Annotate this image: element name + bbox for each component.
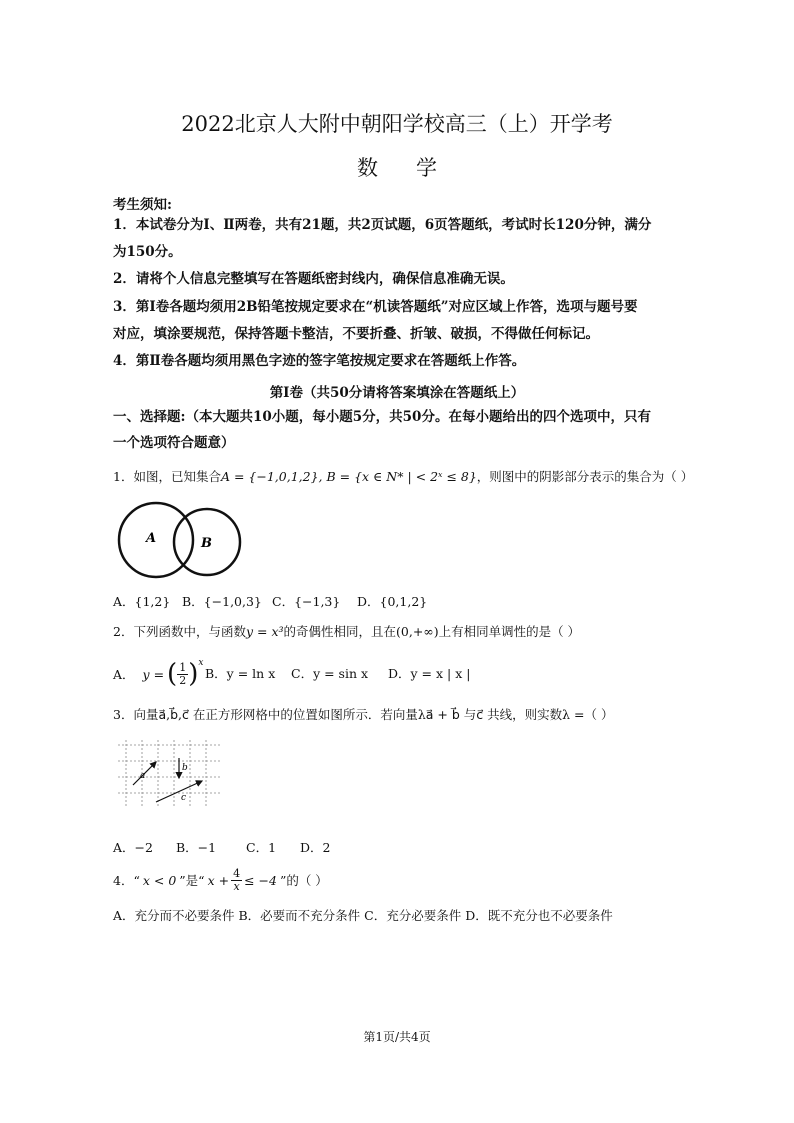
question-2-option-a[interactable] bbox=[113, 656, 203, 692]
exam-title: 2022北京人大附中朝阳学校高三（上）开学考 bbox=[181, 112, 613, 136]
question-2-math: y = x³ bbox=[245, 624, 284, 639]
fraction-denominator: x bbox=[233, 879, 240, 893]
part-heading-line-1: 一、选择题:（本大题共10小题，每小题5分，共50分。在每小题给出的四个选项中，只有 bbox=[113, 409, 651, 425]
left-paren: ( bbox=[167, 659, 178, 689]
question-3-option-c[interactable]: C．1 bbox=[246, 840, 277, 855]
question-3-option-a[interactable]: A．−2 bbox=[113, 840, 153, 855]
vector-c-label: c bbox=[181, 793, 187, 803]
instructions-heading: 考生须知: bbox=[113, 197, 172, 213]
question-4-text-a: 4．“ bbox=[113, 873, 140, 888]
instruction-line-1: 1．本试卷分为Ⅰ、Ⅱ两卷，共有21题，共2页试题，6页答题纸，考试时长120分钟，满分 bbox=[113, 217, 652, 233]
question-1-option-a[interactable]: A．{1,2} bbox=[113, 594, 171, 609]
venn-label-b: B bbox=[201, 536, 212, 551]
instruction-line-6: 4．第Ⅱ卷各题均须用黑色字迹的签字笔按规定要求在答题纸上作答。 bbox=[113, 353, 526, 369]
exponent: x bbox=[198, 658, 204, 668]
page-number: 第1页/共4页 bbox=[363, 1030, 431, 1044]
instruction-line-5: 对应，填涂要规范，保持答题卡整洁，不要折叠、折皱、破损，不得做任何标记。 bbox=[113, 326, 599, 342]
venn-label-a: A bbox=[146, 531, 157, 546]
venn-diagram bbox=[108, 500, 248, 582]
question-1-option-b[interactable]: B．{−1,0,3} bbox=[182, 594, 262, 609]
vector-c-arrow bbox=[156, 781, 202, 802]
right-paren: ) bbox=[188, 659, 199, 689]
instruction-line-3: 2．请将个人信息完整填写在答题纸密封线内，确保信息准确无误。 bbox=[113, 271, 514, 287]
question-3-stem: 3．向量a⃗,b⃗,c⃗ 在正方形网格中的位置如图所示．若向量λa⃗ + b⃗ 与c⃗ 共线，则实数λ =（ ） bbox=[113, 707, 614, 722]
question-4-text-c: ”的（ ） bbox=[279, 873, 328, 888]
instruction-line-4: 3．第Ⅰ卷各题均须用2B铅笔按规定要求在“机读答题纸”对应区域上作答，选项与题号要 bbox=[113, 299, 638, 315]
question-1-text-b: ，则图中的阴影部分表示的集合为（ ） bbox=[476, 469, 694, 484]
question-4-stem bbox=[113, 862, 328, 898]
question-4-fraction bbox=[231, 868, 242, 893]
question-4-condition-2-lhs: x + bbox=[207, 872, 230, 888]
question-2-stem bbox=[113, 622, 580, 640]
question-2-text-a: 2．下列函数中，与函数 bbox=[113, 624, 246, 639]
question-3-option-b[interactable]: B．−1 bbox=[176, 840, 217, 855]
question-1-option-d[interactable]: D．{0,1,2} bbox=[357, 594, 428, 609]
question-2-text-b: 的奇偶性相同，且在(0,+∞)上有相同单调性的是（ ） bbox=[283, 624, 581, 639]
vector-a-label: a bbox=[140, 771, 146, 781]
question-1-text-a: 1．如图，已知集合 bbox=[113, 469, 221, 484]
question-4-options[interactable]: A．充分而不必要条件 B．必要而不充分条件 C．充分必要条件 D．既不充分也不必要条件 bbox=[113, 908, 613, 923]
question-4-condition-1: x < 0 bbox=[142, 872, 177, 888]
question-1-math: A = {−1,0,1,2}, B = {x ∈ N* | < 2ˣ ≤ 8} bbox=[220, 469, 477, 484]
vector-b-label: b bbox=[182, 763, 188, 773]
subject-title: 数学 bbox=[357, 156, 475, 180]
question-1-option-c[interactable]: C．{−1,3} bbox=[272, 594, 341, 609]
fraction-denominator: 2 bbox=[179, 673, 187, 687]
question-4-text-b: ”是“ bbox=[179, 873, 205, 888]
question-2-option-a-lhs: y = bbox=[142, 666, 165, 682]
question-1-stem bbox=[113, 467, 693, 485]
vector-grid-figure bbox=[118, 740, 222, 808]
instruction-line-2: 为150分。 bbox=[113, 244, 182, 260]
section-label: 第Ⅰ卷（共50分请将答案填涂在答题纸上） bbox=[269, 385, 525, 401]
question-2-option-d[interactable]: D．y = x | x | bbox=[388, 666, 471, 681]
fraction-numerator: 1 bbox=[179, 660, 187, 674]
grid-lines bbox=[118, 740, 222, 808]
question-2-option-a-label: A． bbox=[113, 667, 135, 682]
question-4-condition-2-rhs: ≤ −4 bbox=[244, 872, 277, 888]
question-2-option-a-fraction bbox=[177, 662, 188, 687]
question-3-option-d[interactable]: D．2 bbox=[300, 840, 331, 855]
fraction-numerator: 4 bbox=[233, 866, 241, 880]
question-2-option-b[interactable]: B．y = ln x bbox=[205, 666, 276, 681]
question-2-option-c[interactable]: C．y = sin x bbox=[291, 666, 369, 681]
part-heading-line-2: 一个选项符合题意） bbox=[113, 435, 235, 451]
